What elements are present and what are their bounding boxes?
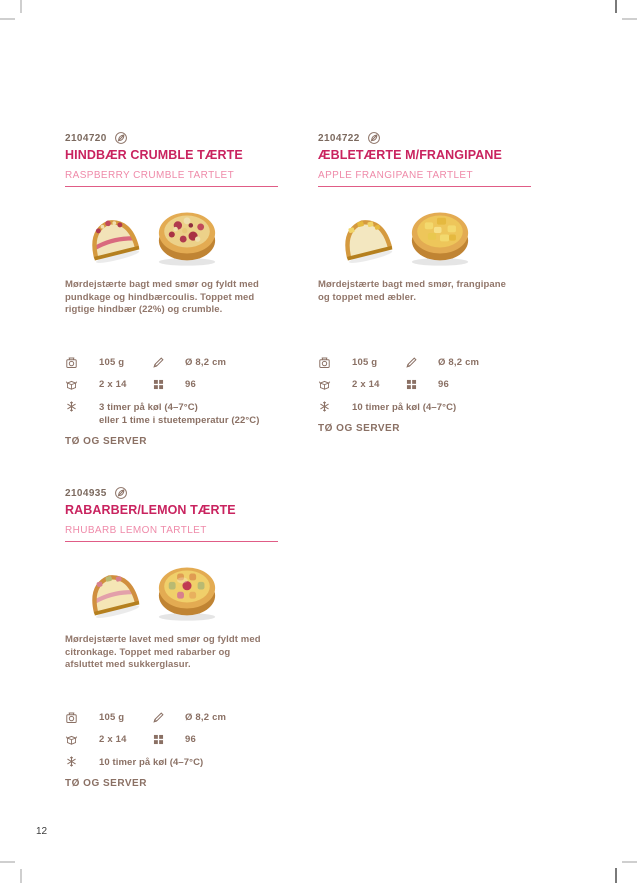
spec-defrost: 10 timer på køl (4–7°C): [352, 402, 457, 413]
product-photo-whole: [149, 195, 225, 271]
product-card-rabarber-lemon: [65, 488, 278, 808]
spec-pallet: 96: [185, 734, 196, 745]
crop-mark: [20, 869, 22, 883]
box-icon: [65, 733, 78, 746]
spec-row-defrost: [65, 400, 278, 427]
sku-row: [318, 133, 381, 145]
spec-diameter: Ø 8,2 cm: [185, 712, 227, 723]
product-title: ÆBLETÆRTE M/FRANGIPANE: [318, 148, 502, 162]
crop-mark: [0, 18, 15, 20]
product-photo-half: [336, 205, 398, 271]
serve-instruction: TØ OG SERVER: [65, 436, 147, 447]
pencil-icon: [405, 356, 418, 369]
leaf-icon: [114, 486, 128, 500]
product-title: HINDBÆR CRUMBLE TÆRTE: [65, 148, 243, 162]
divider: [65, 186, 278, 187]
spec-row-pack-pallet: [318, 378, 531, 391]
pallet-grid-icon: [405, 378, 418, 391]
product-photos: [318, 195, 531, 277]
product-photo-whole: [402, 195, 478, 271]
snowflake-icon: [65, 755, 78, 768]
box-icon: [318, 378, 331, 391]
spec-weight: 105 g: [99, 357, 125, 368]
spec-pallet: 96: [185, 379, 196, 390]
product-card-aebletaerte: [318, 133, 531, 453]
sku-row: [65, 133, 128, 145]
crop-mark: [615, 868, 617, 883]
product-photos: [65, 195, 278, 277]
scale-icon: [65, 711, 78, 724]
product-specs: [318, 356, 531, 434]
product-photo-half: [83, 560, 145, 626]
spec-weight: 105 g: [352, 357, 378, 368]
leaf-icon: [367, 131, 381, 145]
spec-defrost: 10 timer på køl (4–7°C): [99, 757, 204, 768]
spec-defrost: 3 timer på køl (4–7°C) eller 1 time i stuetemperatur (22°C): [99, 402, 260, 426]
product-sku: 2104935: [65, 488, 107, 499]
spec-row-defrost: [318, 400, 531, 414]
product-subtitle: APPLE FRANGIPANE TARTLET: [318, 170, 474, 181]
crop-mark: [622, 861, 637, 863]
product-card-hindbaer-crumble: [65, 133, 278, 453]
spec-row-defrost: [65, 755, 278, 769]
product-specs: [65, 711, 278, 789]
spec-pallet: 96: [438, 379, 449, 390]
crop-mark: [615, 0, 617, 13]
divider: [318, 186, 531, 187]
scale-icon: [65, 356, 78, 369]
product-photo-half: [83, 205, 145, 271]
crop-mark: [0, 861, 15, 863]
spec-row-weight-diameter: [65, 711, 278, 724]
spec-row-weight-diameter: [318, 356, 531, 369]
spec-row-weight-diameter: [65, 356, 278, 369]
product-subtitle: RASPBERRY CRUMBLE TARTLET: [65, 170, 235, 181]
scale-icon: [318, 356, 331, 369]
crop-mark: [20, 0, 22, 13]
product-specs: [65, 356, 278, 447]
product-photo-whole: [149, 550, 225, 626]
pencil-icon: [152, 711, 165, 724]
serve-instruction: TØ OG SERVER: [65, 778, 147, 789]
product-photos: [65, 550, 278, 632]
pencil-icon: [152, 356, 165, 369]
pallet-grid-icon: [152, 733, 165, 746]
product-subtitle: RHUBARB LEMON TARTLET: [65, 525, 207, 536]
product-sku: 2104720: [65, 133, 107, 144]
spec-diameter: Ø 8,2 cm: [185, 357, 227, 368]
pallet-grid-icon: [152, 378, 165, 391]
spec-row-pack-pallet: [65, 378, 278, 391]
spec-weight: 105 g: [99, 712, 125, 723]
box-icon: [65, 378, 78, 391]
crop-mark: [622, 18, 637, 20]
snowflake-icon: [65, 400, 78, 413]
product-description: Mørdejstærte bagt med smør og fyldt med pundkage og hindbærcoulis. Toppet med rigtige hindbær (22%) og crumble.: [65, 279, 259, 315]
leaf-icon: [114, 131, 128, 145]
sku-row: [65, 488, 128, 500]
divider: [65, 541, 278, 542]
product-title: RABARBER/LEMON TÆRTE: [65, 503, 236, 517]
spec-row-pack-pallet: [65, 733, 278, 746]
spec-diameter: Ø 8,2 cm: [438, 357, 480, 368]
product-description: Mørdejstærte bagt med smør, frangipane og toppet med æbler.: [318, 279, 507, 303]
serve-instruction: TØ OG SERVER: [318, 423, 400, 434]
page-number: 12: [36, 826, 48, 837]
spec-pack: 2 x 14: [99, 379, 127, 390]
product-description: Mørdejstærte lavet med smør og fyldt med citronkage. Toppet med rabarber og afsluttet med sukkerglasur.: [65, 634, 261, 670]
spec-pack: 2 x 14: [352, 379, 380, 390]
product-sku: 2104722: [318, 133, 360, 144]
snowflake-icon: [318, 400, 331, 413]
spec-pack: 2 x 14: [99, 734, 127, 745]
